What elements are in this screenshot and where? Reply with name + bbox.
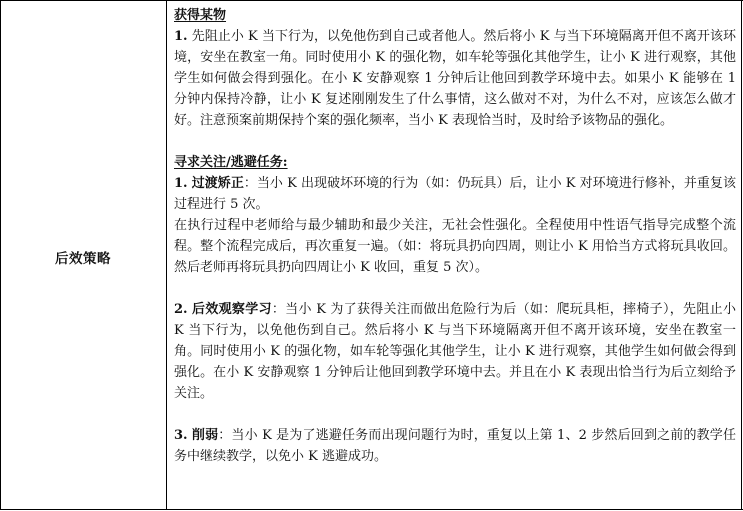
paragraph-observational-learning (174, 299, 736, 404)
spacer (174, 278, 736, 299)
item-number: 2. (174, 302, 188, 317)
item-text: ：当小 K 是为了逃避任务而出现问题行为时，重复以上第 1、2 步然后回到之前的教学任务中继续教学，以免小 K 逃避成功。 (174, 428, 736, 464)
item-text: ：当小 K 出现破坏环境的行为（如：仍玩具）后，让小 K 对环境进行修补，并重复该过程进行 5 次。 (174, 176, 736, 212)
table-border-right (741, 1, 742, 509)
item-text: 先阻止小 K 当下行为，以免他伤到自己或者他人。然后将小 K 与当下环境隔离开但不离开该环境，安坐在教室一角。同时使用小 K 的强化物，如车轮等强化其他学生，让小 K 进行观察，其他学生如何做会得到强化。在小 K 安静观察 1 分钟后让他回到教学环境中去。如果小 K 能够在 1 分钟内保持冷静，让小 K 复述刚刚发生了什么事情，这么做对不对，为什么不对，应该怎么做才好。注意预案前期保持个案的强化频率，当小 K 表现恰当时，及时给予该物品的强化。 (174, 29, 736, 128)
item-number: 3. (174, 428, 188, 443)
strategy-content-cell (174, 5, 736, 467)
item-number: 1. (174, 176, 188, 191)
item-term: 后效观察学习 (192, 302, 272, 317)
paragraph-obtain-1 (174, 26, 736, 131)
section-attention-escape (174, 152, 736, 467)
item-number: 1. (174, 29, 188, 44)
section-obtain-item (174, 5, 736, 131)
table-column-divider (166, 1, 167, 509)
item-term: 削弱 (191, 428, 219, 443)
item-text: ：当小 K 为了获得关注而做出危险行为后（如：爬玩具柜，摔椅子），先阻止小 K 当下行为，以免他伤到自己。然后将小 K 与当下环境隔离开但不离开该环境，安坐在教室一角。同时使用小 K 的强化物，如车轮等强化其他学生，让小 K 进行观察，其他学生如何做会得到强化。在小 K 安静观察 1 分钟后让他回到教学环境中去。并且在小 K 表现出恰当行为后立刻给予关注。 (174, 302, 736, 401)
paragraph-extinction (174, 425, 736, 467)
paragraph-overcorrection (174, 173, 736, 215)
spacer (174, 131, 736, 152)
row-label-cell (0, 1, 166, 511)
paragraph-overcorrection-detail: 在执行过程中老师给与最少辅助和最少关注，无社会性强化。全程使用中性语气指导完成整个流程。整个流程完成后，再次重复一遍。（如：将玩具扔向四周，则让小 K 用恰当方式将玩具收回。然后老师再将玩具扔向四周让小 K 收回，重复 5 次）。 (174, 218, 736, 275)
spacer (174, 404, 736, 425)
section-heading-obtain: 获得某物 (174, 8, 227, 23)
item-term: 过渡矫正 (191, 176, 244, 191)
section-heading-attention: 寻求关注/逃避任务: (174, 155, 288, 170)
row-label: 后效策略 (55, 251, 111, 267)
